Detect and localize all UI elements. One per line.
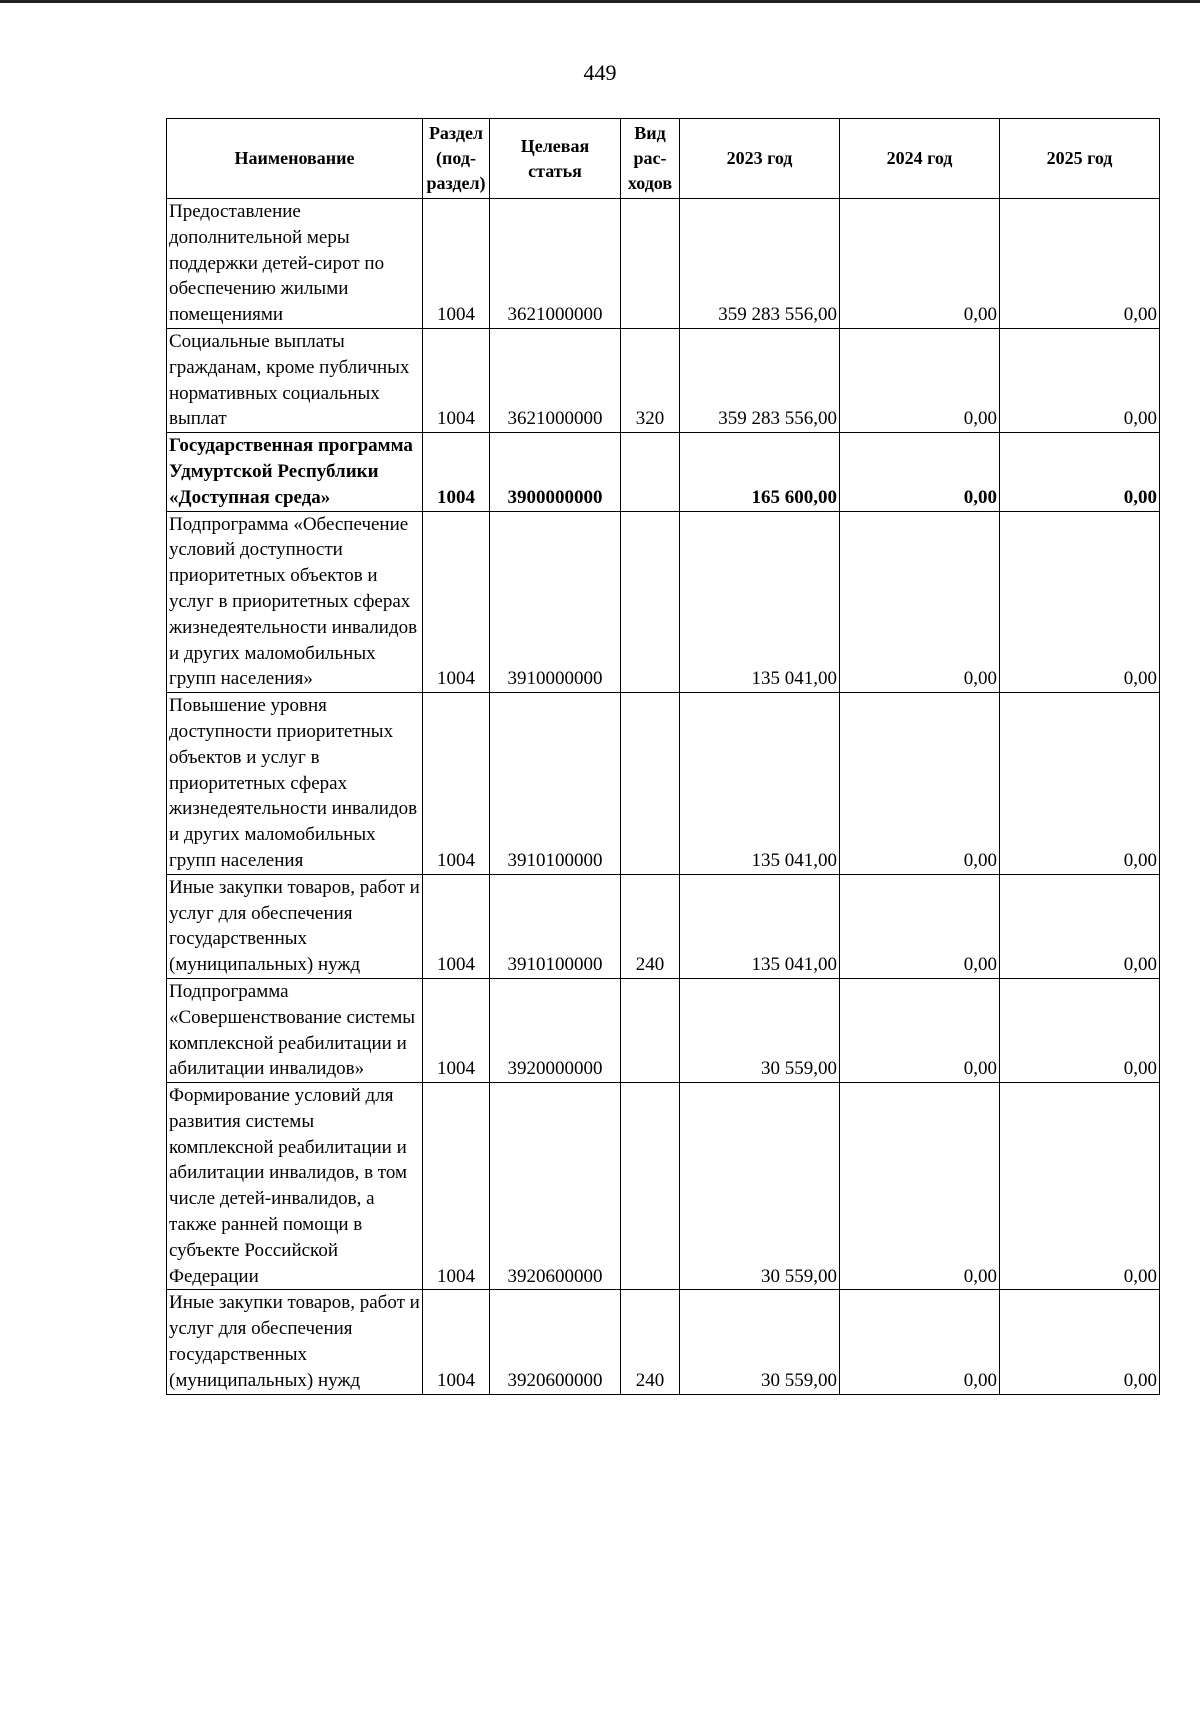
cell-name: Повышение уровня доступности приоритетных объектов и услуг в приоритетных сферах жизнедеятельности инвалидов и других маломобильных групп населения <box>167 693 423 875</box>
cell-name: Предоставление дополнительной меры поддержки детей-сирот по обеспечению жилыми помещениями <box>167 199 423 329</box>
table-row <box>167 1083 1160 1290</box>
page-number: 449 <box>583 60 617 85</box>
header-target: Целевая статья <box>490 119 621 199</box>
cell-target: 3920000000 <box>490 978 621 1082</box>
cell-2023: 30 559,00 <box>680 1083 840 1290</box>
cell-2025: 0,00 <box>1000 1083 1160 1290</box>
cell-2023: 135 041,00 <box>680 511 840 693</box>
cell-expense <box>621 433 680 511</box>
cell-section: 1004 <box>423 1083 490 1290</box>
cell-name: Подпрограмма «Обеспечение условий доступности приоритетных объектов и услуг в приоритетных сферах жизнедеятельности инвалидов и других маломобильных групп населения» <box>167 511 423 693</box>
cell-target: 3621000000 <box>490 199 621 329</box>
table-header-row <box>167 119 1160 199</box>
cell-2023: 135 041,00 <box>680 693 840 875</box>
cell-2024: 0,00 <box>840 1290 1000 1394</box>
cell-2025: 0,00 <box>1000 978 1160 1082</box>
header-2025: 2025 год <box>1000 119 1160 199</box>
cell-2023: 30 559,00 <box>680 978 840 1082</box>
cell-expense <box>621 1083 680 1290</box>
cell-2023: 359 283 556,00 <box>680 199 840 329</box>
cell-section: 1004 <box>423 874 490 978</box>
cell-target: 3900000000 <box>490 433 621 511</box>
cell-2023: 359 283 556,00 <box>680 328 840 432</box>
cell-2025: 0,00 <box>1000 433 1160 511</box>
cell-expense: 320 <box>621 328 680 432</box>
cell-target: 3920600000 <box>490 1083 621 1290</box>
cell-2024: 0,00 <box>840 511 1000 693</box>
cell-section: 1004 <box>423 978 490 1082</box>
table-row <box>167 511 1160 693</box>
cell-2025: 0,00 <box>1000 874 1160 978</box>
cell-name: Иные закупки товаров, работ и услуг для обеспечения государственных (муниципальных) нужд <box>167 874 423 978</box>
header-2024: 2024 год <box>840 119 1000 199</box>
cell-2024: 0,00 <box>840 874 1000 978</box>
cell-name: Подпрограмма «Совершенствование системы комплексной реабилитации и абилитации инвалидов» <box>167 978 423 1082</box>
cell-target: 3621000000 <box>490 328 621 432</box>
cell-2024: 0,00 <box>840 693 1000 875</box>
cell-section: 1004 <box>423 511 490 693</box>
table-row <box>167 328 1160 432</box>
cell-expense: 240 <box>621 1290 680 1394</box>
cell-expense <box>621 199 680 329</box>
table-row <box>167 693 1160 875</box>
cell-2023: 30 559,00 <box>680 1290 840 1394</box>
cell-expense <box>621 978 680 1082</box>
table-row <box>167 1290 1160 1394</box>
table-row <box>167 433 1160 511</box>
cell-2025: 0,00 <box>1000 328 1160 432</box>
cell-2023: 135 041,00 <box>680 874 840 978</box>
cell-name: Социальные выплаты гражданам, кроме публичных нормативных социальных выплат <box>167 328 423 432</box>
cell-name: Иные закупки товаров, работ и услуг для обеспечения государственных (муниципальных) нужд <box>167 1290 423 1394</box>
cell-2025: 0,00 <box>1000 693 1160 875</box>
cell-expense <box>621 511 680 693</box>
cell-2023: 165 600,00 <box>680 433 840 511</box>
top-border-line <box>0 0 1200 3</box>
header-expense: Вид рас-ходов <box>621 119 680 199</box>
cell-section: 1004 <box>423 433 490 511</box>
cell-2025: 0,00 <box>1000 199 1160 329</box>
cell-section: 1004 <box>423 199 490 329</box>
table-row <box>167 199 1160 329</box>
cell-2025: 0,00 <box>1000 511 1160 693</box>
cell-name: Формирование условий для развития системы комплексной реабилитации и абилитации инвалидов, в том числе детей-инвалидов, а также ранней помощи в субъекте Российской Федерации <box>167 1083 423 1290</box>
cell-2024: 0,00 <box>840 1083 1000 1290</box>
budget-table <box>166 118 1160 1395</box>
table-row <box>167 874 1160 978</box>
cell-name: Государственная программа Удмуртской Республики «Доступная среда» <box>167 433 423 511</box>
header-name: Наименование <box>167 119 423 199</box>
cell-2025: 0,00 <box>1000 1290 1160 1394</box>
cell-2024: 0,00 <box>840 978 1000 1082</box>
cell-section: 1004 <box>423 693 490 875</box>
cell-expense: 240 <box>621 874 680 978</box>
cell-target: 3910000000 <box>490 511 621 693</box>
cell-target: 3910100000 <box>490 874 621 978</box>
cell-2024: 0,00 <box>840 433 1000 511</box>
table-body <box>167 199 1160 1395</box>
cell-target: 3910100000 <box>490 693 621 875</box>
cell-target: 3920600000 <box>490 1290 621 1394</box>
cell-2024: 0,00 <box>840 328 1000 432</box>
cell-section: 1004 <box>423 1290 490 1394</box>
header-2023: 2023 год <box>680 119 840 199</box>
cell-expense <box>621 693 680 875</box>
table-row <box>167 978 1160 1082</box>
cell-section: 1004 <box>423 328 490 432</box>
cell-2024: 0,00 <box>840 199 1000 329</box>
header-section: Раздел (под-раздел) <box>423 119 490 199</box>
